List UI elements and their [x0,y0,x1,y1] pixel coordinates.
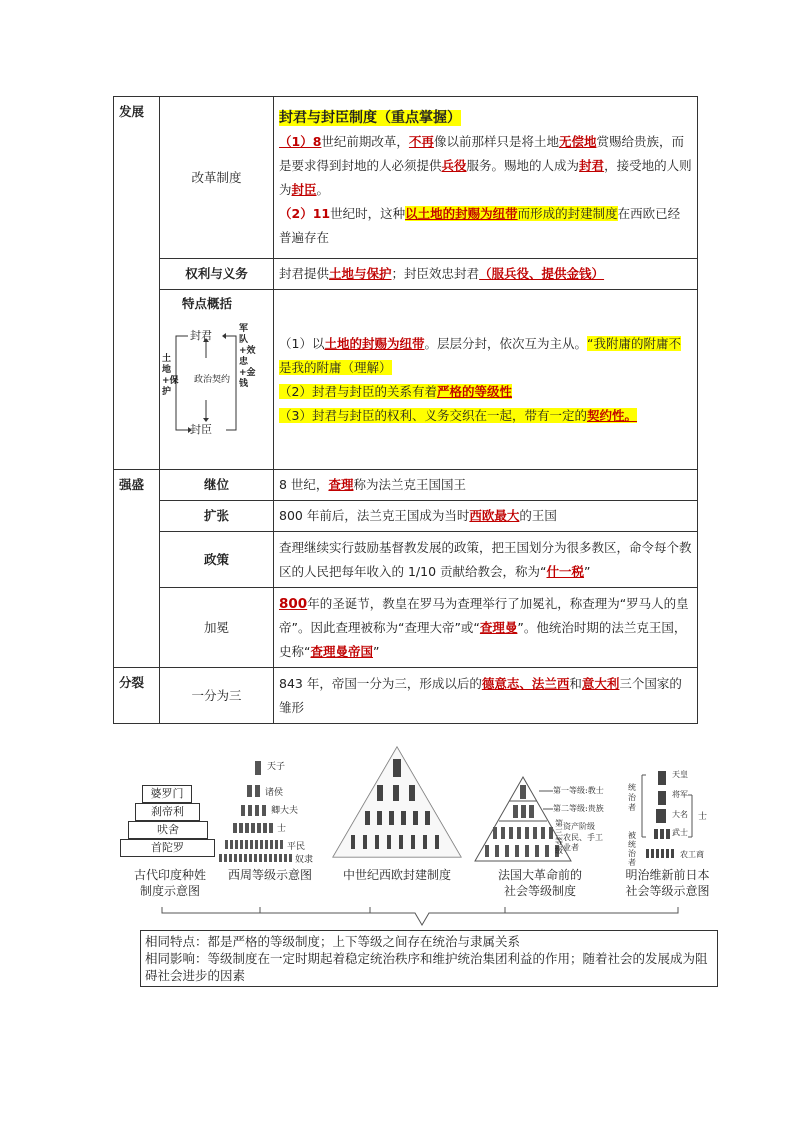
brace-connector [160,903,680,931]
india-level-1: 婆罗门 [142,785,192,803]
reform-point-1: （1）8世纪前期改革，不再像以前那样只是将土地无偿地赏赐给贵族，而是要求得到封地的人必须提供兵役服务。赐地的人成为封君，接受地的人则为封臣。 [279,133,692,197]
zhou-label-6: 奴隶 [295,855,314,865]
india-level-4: 首陀罗 [120,839,215,857]
japan-label-2: 将军 [672,790,688,799]
features-content [274,290,698,470]
label-rights: 权利与义务 [160,259,274,290]
france-label-5: 第三等级 [555,819,563,855]
france-label-3: 资产阶级 [563,822,595,831]
france-caption: 法国大革命前的 社会等级制度 [497,868,582,898]
label-crown: 加冕 [160,588,274,668]
label-features: 特点概括 [182,296,233,311]
europe-caption: 中世纪西欧封建制度 [342,868,451,882]
india-caption: 古代印度种姓 制度示意图 [133,868,206,898]
feature-1: （1）以土地的封赐为纽带。层层分封，依次互为主从。“我附庸的附庸不是我的附庸（理解） [279,335,681,375]
section-development: 发展 [114,97,160,470]
zhou-label-2: 诸侯 [265,788,284,798]
row-reform [114,97,698,259]
row-rights [114,259,698,290]
diagram-lord: 封君 [190,329,212,342]
france-label-2: 第二等级:贵族 [553,804,604,813]
japan-label-3: 大名 [672,810,688,819]
row-crown [114,588,698,668]
japan-label-5: 统治者 [628,783,636,812]
label-reform: 改革制度 [160,97,274,259]
zhou-hierarchy-figure [217,755,325,865]
zhou-label-5: 平民 [287,842,306,852]
india-caste-figure [120,785,215,865]
diagram-left: 土地+保护 [162,354,179,397]
japan-label-4: 武士 [672,828,688,837]
reform-point-2: （2）11世纪时，这种以土地的封赐为纽带而形成的封建制度在西欧已经普遍存在 [279,205,681,245]
label-division: 一分为三 [160,668,274,724]
summary-line-2: 相同影响：等级制度在一定时期起着稳定统治秩序和维护统治集团利益的作用；随着社会的发展成为阻碍社会进步的因素 [145,951,708,983]
japan-hierarchy-figure [620,765,715,865]
diagram-vassal: 封臣 [190,423,212,436]
summary-box [140,930,718,987]
diagram-contract: 政治契约 [194,375,231,385]
india-level-2: 刹帝利 [135,803,200,821]
crown-content: 800年的圣诞节，教皇在罗马为查理举行了加冕礼，称查理为“罗马人的皇帝”。因此查理被称为“查理大帝”或“查理曼”。他统治时期的法兰克王国，史称“查理曼帝国” [274,588,698,668]
europe-pyramid-icon [327,745,467,865]
label-policy: 政策 [160,532,274,588]
hierarchy-figures [115,745,715,905]
zhou-label-1: 天子 [267,762,286,772]
succession-content: 8 世纪，查理称为法兰克王国国王 [274,470,698,501]
row-policy [114,532,698,588]
label-expansion: 扩张 [160,501,274,532]
india-level-3: 吠舍 [128,821,208,839]
zhou-label-3: 卿大夫 [271,806,299,816]
section-prosperity: 强盛 [114,470,160,668]
zhou-caption: 西周等级示意图 [227,868,312,882]
expansion-content: 800 年前后，法兰克王国成为当时西欧最大的王国 [274,501,698,532]
france-label-4: 农民、手工业者 [563,833,603,852]
section-split: 分裂 [114,668,160,724]
feature-2: （2）封君与封臣的关系有着严格的等级性 [279,383,512,399]
row-expansion [114,501,698,532]
france-estates-figure [473,775,613,865]
japan-caption: 明治维新前日本 社会等级示意图 [625,868,710,898]
summary-line-1: 相同特点：都是严格的等级制度；上下等级之间存在统治与隶属关系 [145,934,521,949]
japan-label-7: 士 [698,812,708,822]
japan-label-6: 被统治者 [628,831,636,867]
division-content: 843 年，帝国一分为三，形成以后的德意志、法兰西和意大利三个国家的雏形 [274,668,698,724]
reform-title: 封君与封臣制度（重点掌握） [279,109,461,126]
label-succession: 继位 [160,470,274,501]
frankish-kingdom-table [113,96,698,724]
diagram-right: 军队+效忠+金钱 [239,324,256,389]
rights-content: 封君提供土地与保护；封臣效忠封君（服兵役、提供金钱） [274,259,698,290]
features-cell [160,290,274,470]
row-succession [114,470,698,501]
japan-label-8: 农工商 [680,850,704,859]
reform-content [274,97,698,259]
policy-content: 查理继续实行鼓励基督教发展的政策，把王国划分为很多教区，命令每个教区的人民把每年收入的 1/10 贡献给教会，称为“什一税” [274,532,698,588]
europe-feudal-figure [327,745,467,865]
feature-3: （3）封君与封臣的权利、义务交织在一起，带有一定的契约性。 [279,407,637,423]
row-division [114,668,698,724]
zhou-label-4: 士 [277,824,287,834]
france-label-1: 第一等级:教士 [553,786,604,795]
row-features [114,290,698,470]
japan-label-1: 天皇 [672,770,688,779]
lord-vassal-diagram [162,318,256,438]
